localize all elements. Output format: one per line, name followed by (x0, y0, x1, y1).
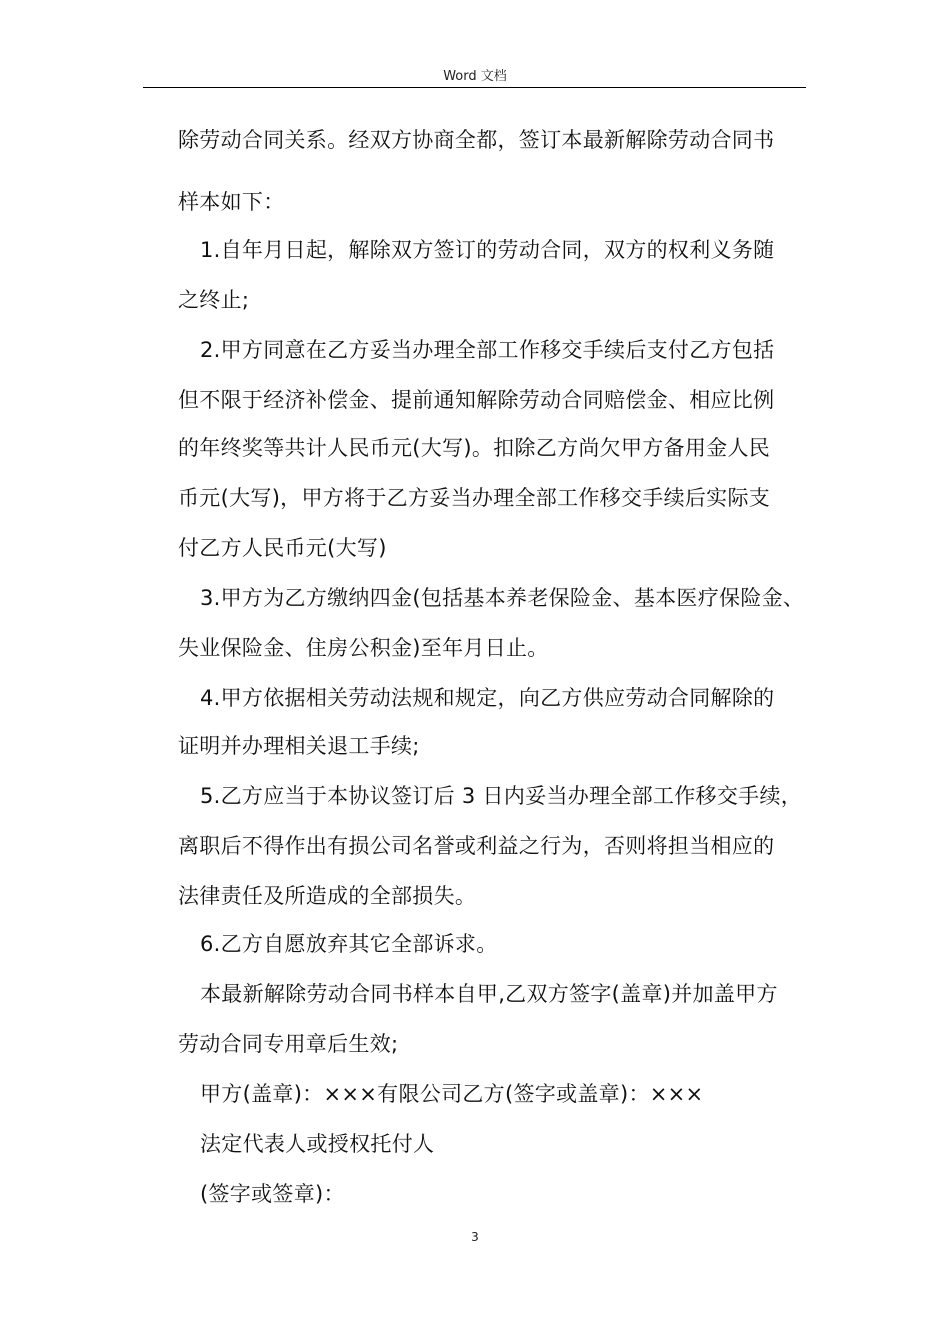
text-line: 失业保险金、住房公积金)至年月日止。 (178, 636, 549, 660)
page-number: 3 (471, 1230, 479, 1244)
text-line: 6.乙方自愿放弃其它全部诉求。 (200, 932, 498, 956)
text-line: 但不限于经济补偿金、提前通知解除劳动合同赔偿金、相应比例 (178, 388, 775, 412)
text-line: 法律责任及所造成的全部损失。 (178, 884, 477, 908)
text-line: 3.甲方为乙方缴纳四金(包括基本养老保险金、基本医疗保险金、 (200, 586, 805, 610)
header-divider (143, 87, 806, 88)
text-line: 1.自年月日起，解除双方签订的劳动合同，双方的权利义务随 (200, 238, 775, 262)
text-line: 2.甲方同意在乙方妥当办理全部工作移交手续后支付乙方包括 (200, 338, 775, 362)
text-line: 劳动合同专用章后生效; (178, 1032, 399, 1056)
text-line: 4.甲方依据相关劳动法规和规定，向乙方供应劳动合同解除的 (200, 686, 775, 710)
text-line: 离职后不得作出有损公司名誉或利益之行为，否则将担当相应的 (178, 834, 775, 858)
text-line: (签字或签章)： (200, 1182, 345, 1206)
text-line: 5.乙方应当于本协议签订后 3 日内妥当办理全部工作移交手续， (200, 784, 803, 808)
text-line: 证明并办理相关退工手续; (178, 734, 420, 758)
text-line: 样本如下： (178, 190, 285, 214)
text-line: 之终止; (178, 288, 250, 312)
page-header-title: Word 文档 (443, 69, 507, 84)
text-line: 币元(大写)，甲方将于乙方妥当办理全部工作移交手续后实际支 (178, 486, 771, 510)
text-line: 法定代表人或授权托付人 (200, 1132, 435, 1156)
text-line: 本最新解除劳动合同书样本自甲,乙双方签字(盖章)并加盖甲方 (200, 982, 778, 1006)
text-line: 的年终奖等共计人民币元(大写)。扣除乙方尚欠甲方备用金人民 (178, 436, 771, 460)
text-line: 除劳动合同关系。经双方协商全都，签订本最新解除劳动合同书 (178, 128, 775, 152)
text-line: 付乙方人民币元(大写) (178, 536, 387, 560)
text-line: 甲方(盖章)：×××有限公司乙方(签字或盖章)：××× (200, 1082, 704, 1106)
